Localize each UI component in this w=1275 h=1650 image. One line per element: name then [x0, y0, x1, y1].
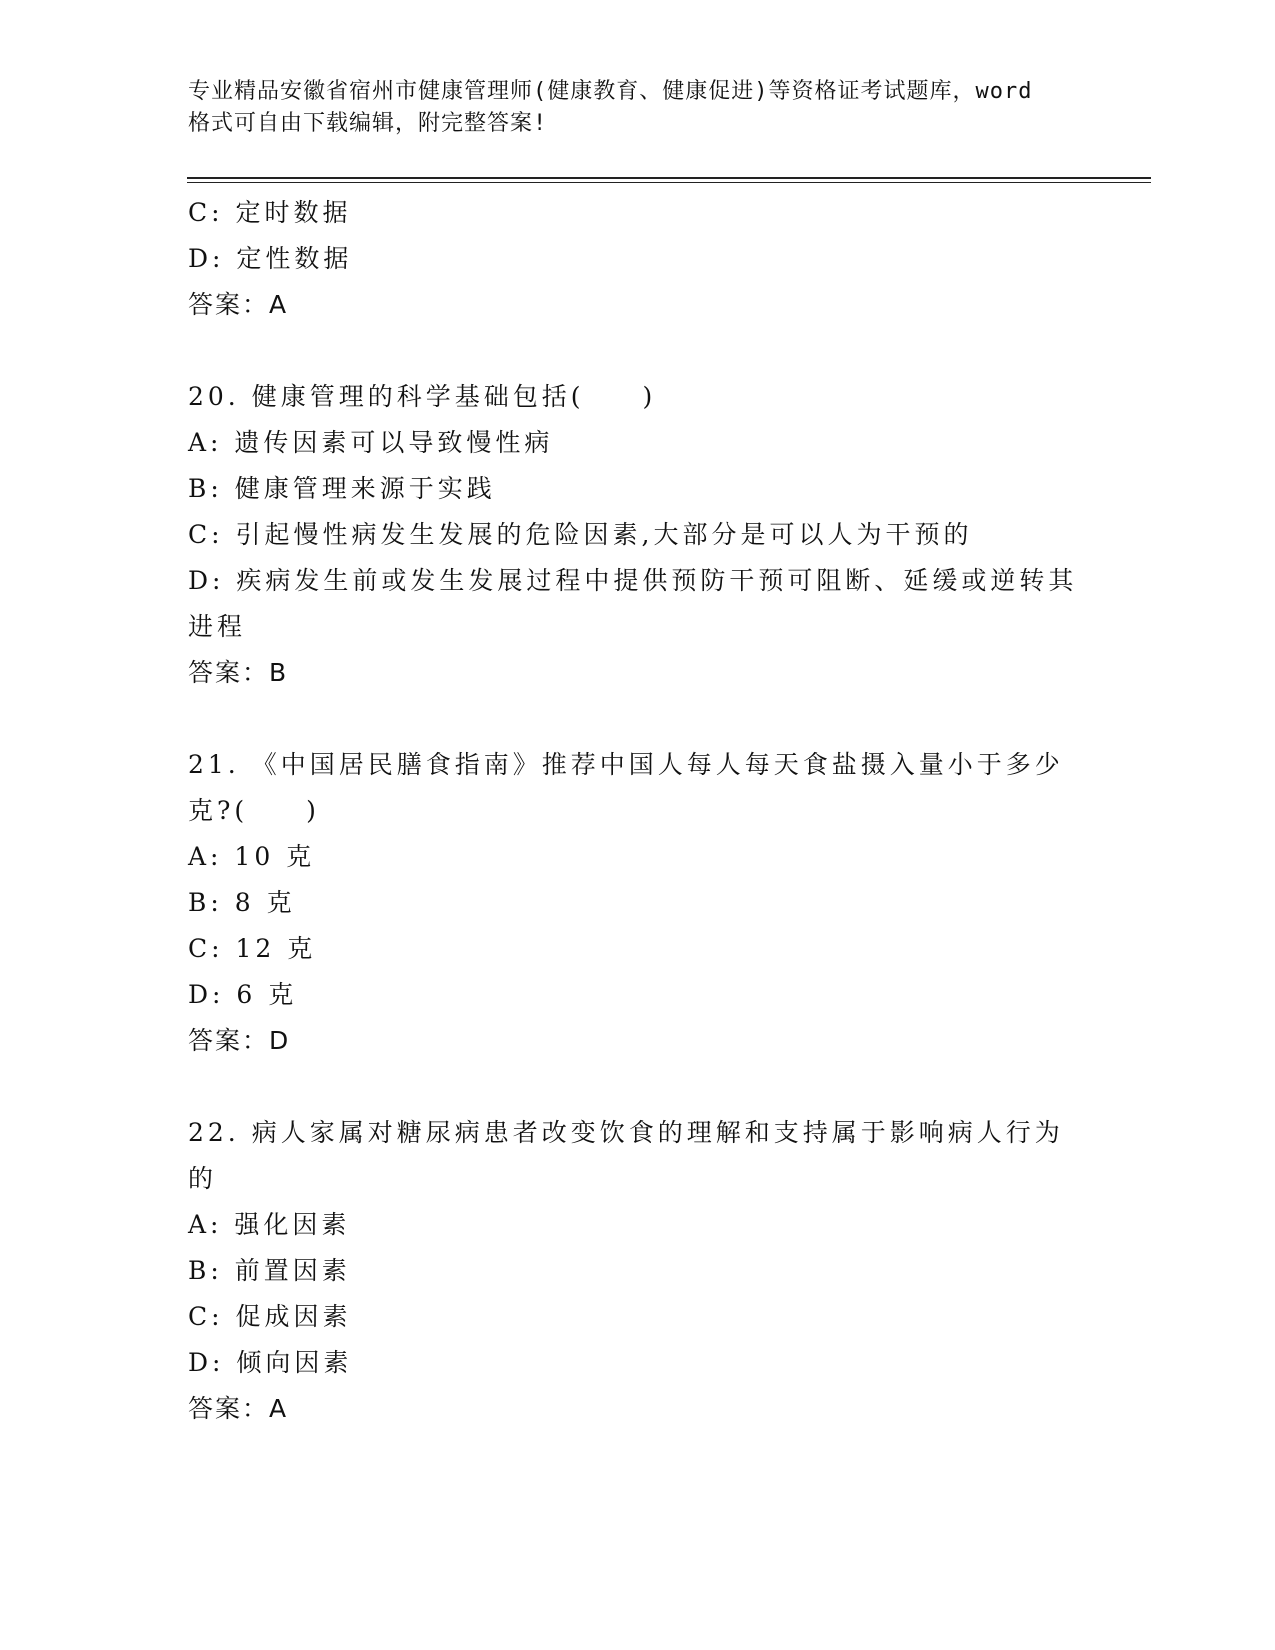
question-stem: 20. 健康管理的科学基础包括( ): [188, 382, 657, 411]
question-19-tail: [188, 190, 1088, 328]
option-a: A: 10 克: [188, 842, 316, 871]
question-list: [188, 190, 1088, 1432]
question-stem-line-1: 22. 病人家属对糖尿病患者改变饮食的理解和支持属于影响病人行为: [188, 1118, 1064, 1147]
option-b: B: 8 克: [188, 888, 296, 917]
option-d-line-1: D: 疾病发生前或发生发展过程中提供预防干预可阻断、延缓或逆转其: [188, 566, 1078, 595]
question-stem-line-1: 21. 《中国居民膳食指南》推荐中国人每人每天食盐摄入量小于多少: [188, 750, 1064, 779]
header-line-1: 专业精品安徽省宿州市健康管理师(健康教育、健康促进)等资格证考试题库，word: [188, 79, 1033, 104]
option-d: D: 倾向因素: [188, 1348, 353, 1377]
question-stem-line-2: 克?( ): [188, 796, 320, 825]
answer: 答案：A: [188, 290, 289, 319]
option-b: B: 前置因素: [188, 1256, 351, 1285]
header-divider-thin: [187, 182, 1151, 183]
answer: 答案：B: [188, 658, 289, 687]
option-c: C: 定时数据: [188, 198, 352, 227]
answer: 答案：D: [188, 1026, 291, 1055]
option-d: D: 定性数据: [188, 244, 353, 273]
header-divider-thick: [187, 177, 1151, 179]
page-header: [188, 76, 1088, 140]
option-c: C: 12 克: [188, 934, 317, 963]
question-stem-line-2: 的: [188, 1164, 218, 1193]
option-c: C: 促成因素: [188, 1302, 352, 1331]
question-20: [188, 374, 1088, 696]
option-c: C: 引起慢性病发生发展的危险因素,大部分是可以人为干预的: [188, 520, 973, 549]
header-line-2: 格式可自由下载编辑，附完整答案!: [188, 111, 548, 136]
option-a: A: 遗传因素可以导致慢性病: [188, 428, 554, 457]
option-d: D: 6 克: [188, 980, 298, 1009]
answer: 答案：A: [188, 1394, 289, 1423]
question-21: [188, 742, 1088, 1064]
question-22: [188, 1110, 1088, 1432]
option-a: A: 强化因素: [188, 1210, 351, 1239]
option-b: B: 健康管理来源于实践: [188, 474, 496, 503]
option-d-line-2: 进程: [188, 612, 247, 641]
